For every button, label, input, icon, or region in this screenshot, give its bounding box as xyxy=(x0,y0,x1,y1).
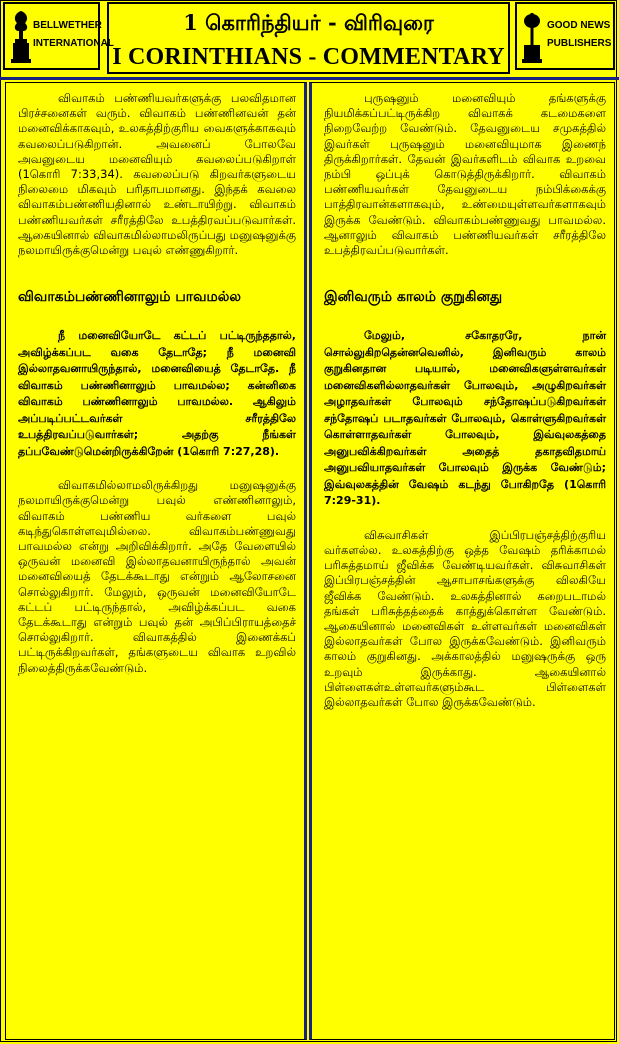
paragraph: விசுவாசிகள் இப்பிரபஞ்சத்திற்குரிய வர்களல்ல. உலகத்திற்கு ஒத்த வேஷம் தரிக்காமல் பரிசுத்தமாய் ஜீவிக்க வேண்டியவர்கள். விசுவாசிகள் இப்பிரபஞ்சத்தின் ஆசாபாசங்களுக்கு விலகியே ஜீவிக்க வேண்டும். உலகத்தினால் கறைபடாமல் தங்கள் பரிசுத்தத்தைக் காத்துக்கொள்ள வேண்டும். ஆகையினால் மனைவிகள் உள்ளவர்கள் மனைவிகள் இல்லாதவர்கள் போல இருக்கவேண்டும். இனிவரும் காலம் குறுகினது. அக்காலத்தில் மனுஷருக்கு ஒரு உறவும் இருக்காது. ஆகையினால் பிள்ளைகள்உள்ளவர்களும்கூட பிள்ளைகள் இல்லாதவர்கள் போல இருக்கவேண்டும். xyxy=(324,527,606,709)
section-heading: இனிவரும் காலம் குறுகினது xyxy=(324,289,503,306)
left-column xyxy=(5,82,307,1040)
logo-line-1: BELLWETHER xyxy=(33,20,102,31)
logo-line-2: PUBLISHERS xyxy=(547,38,612,49)
scripture-quote: மேலும், சகோதரரே, நான் சொல்லுகிறதென்னவெனில், இனிவரும் காலம் குறுகினதான படியால், மனைவிகளுள்ளவர்கள் மனைவிகளில்லாதவர்கள் போலவும், அழுகிறவர்கள் அழாதவர்கள் போலவும் சந்தோஷப்படுகிறவர்கள் சந்தோஷப் படாதவர்கள் போலவும், கொள்ளுகிறவர்கள் கொள்ளாதவர்கள் போலவும், இவ்வுலகத்தை அனுபவிக்கிறவர்கள் அதைத் தகாதவிதமாய் அனுபவியாதவர்கள் போலவும் இருக்க வேண்டும்; இவ்வுலகத்தின் வேஷம் கடந்து போகிறதே (1கொரி 7:29-31). xyxy=(324,329,606,508)
title-box xyxy=(107,2,510,74)
right-column xyxy=(309,82,615,1040)
paragraph: விவாகம் பண்ணியவர்களுக்கு பலவிதமான பிரச்சனைகள் வரும். விவாகம் பண்ணினவன் தன் மனைவிக்காகவும், உலகத்திற்குரிய வைகளுக்காகவும் கவலைப்படுகிறான். அவனைப் போலவே அவனுடைய மனைவியும் கவலைப்படுகிறாள் (1கொரி 7:33,34). கவலைப்படு கிறவர்களுடைய நிலைமை மிகவும் பரிதாபமானது. இந்தக் கவலை விவாகம்பண்ணியதினால் உண்டாயிற்று. விவாகம் பண்ணியவர்கள் சரீரத்திலே உபத்திரவப்படுவார்கள். ஆகையினால் விவாகமில்லாமலிருப்பது மனுஷனுக்கு நலமாயிருக்குமென்று பவுல் எண்ணுகிறார். xyxy=(18,91,296,258)
paragraph: விவாகமில்லாமலிருக்கிறது மனுஷனுக்கு நலமாயிருக்குமென்று பவுல் எண்ணினாலும், விவாகம் பண்ணிய வர்களை பவுல் கடிந்துகொள்ளவுமில்லை. விவாகம்பண்ணுவது பாவமல்ல என்று அறிவிக்கிறார். அதே வேளையில் ஒருவன் மனைவி இல்லாதவனாயிருந்தால் அவன் மனைவியைத் தேடக்கூடாது என்றும் ஆலோசனை சொல்லுகிறார். மேலும், ஒருவன் மனைவியோடே கட்டப் பட்டிருந்தால், அவிழ்க்கப்பட வகை தேடக்கூடாது என்றும் பவுல் தன் அபிப்பிராயத்தைச் சொல்லுகிறார். விவாகத்தில் இணைக்கப் பட்டிருக்கிறவர்கள், தங்களுடைய விவாக உறவில் நிலைத்திருக்கவேண்டும். xyxy=(18,478,296,675)
scripture-quote: நீ மனைவியோடே கட்டப் பட்டிருந்ததால், அவிழ்க்கப்பட வகை தேடாதே; நீ மனைவி இல்லாதவனாயிருந்தால், மனைவியைத் தேடாதே. நீ விவாகம் பண்ணினாலும் பாவமல்ல; கன்னிகை விவாகம் பண்ணினாலும் பாவமல்ல. ஆகிலும் அப்படிப்பட்டவர்கள் சரீரத்திலே உபத்திரவப்படுவார்கள்; அதற்கு நீங்கள் தப்பவேண்டுமென்றிருக்கிறேன் (1கொரி 7:27,28). xyxy=(18,329,296,458)
title-tamil: 1 கொரிந்தியர் - விரிவுரை xyxy=(183,10,434,35)
section-heading: விவாகம்பண்ணினாலும் பாவமல்ல xyxy=(18,289,242,306)
paragraph: புருஷனும் மனைவியும் தங்களுக்கு நியமிக்கப்பட்டிருக்கிற விவாகக் கடமைகளை நிறைவேற்ற வேண்டும். தேவனுடைய சமுகத்தில் இவர்கள் புருஷனும் மனைவியுமாக இணைந் திருக்கிறார்கள். தேவன் இவர்களிடம் விவாக உறவை நம்பி ஒப்புக் கொடுத்திருக்கிறார். விவாகம் பண்ணியவர்கள் தேவனுடைய நம்பிக்கைக்கு பாத்திரவான்களாகவும், உண்மையுள்ளவர்களாகவும் இருக்க வேண்டும். விவாகம்பண்ணுவது பாவமல்ல. ஆனாலும் விவாகம் பண்ணியவர்கள் சரீரத்திலே உபத்திரவப்படுவார்கள். xyxy=(324,91,606,258)
header xyxy=(0,0,619,80)
logo-line-2: INTERNATIONAL xyxy=(33,38,114,49)
logo-line-1: GOOD NEWS xyxy=(547,20,611,31)
globe-icon xyxy=(520,9,544,65)
bellwether-logo xyxy=(3,2,114,70)
ram-icon xyxy=(9,9,33,65)
good-news-logo xyxy=(515,2,615,70)
title-english: I CORINTHIANS - COMMENTARY xyxy=(112,44,505,70)
